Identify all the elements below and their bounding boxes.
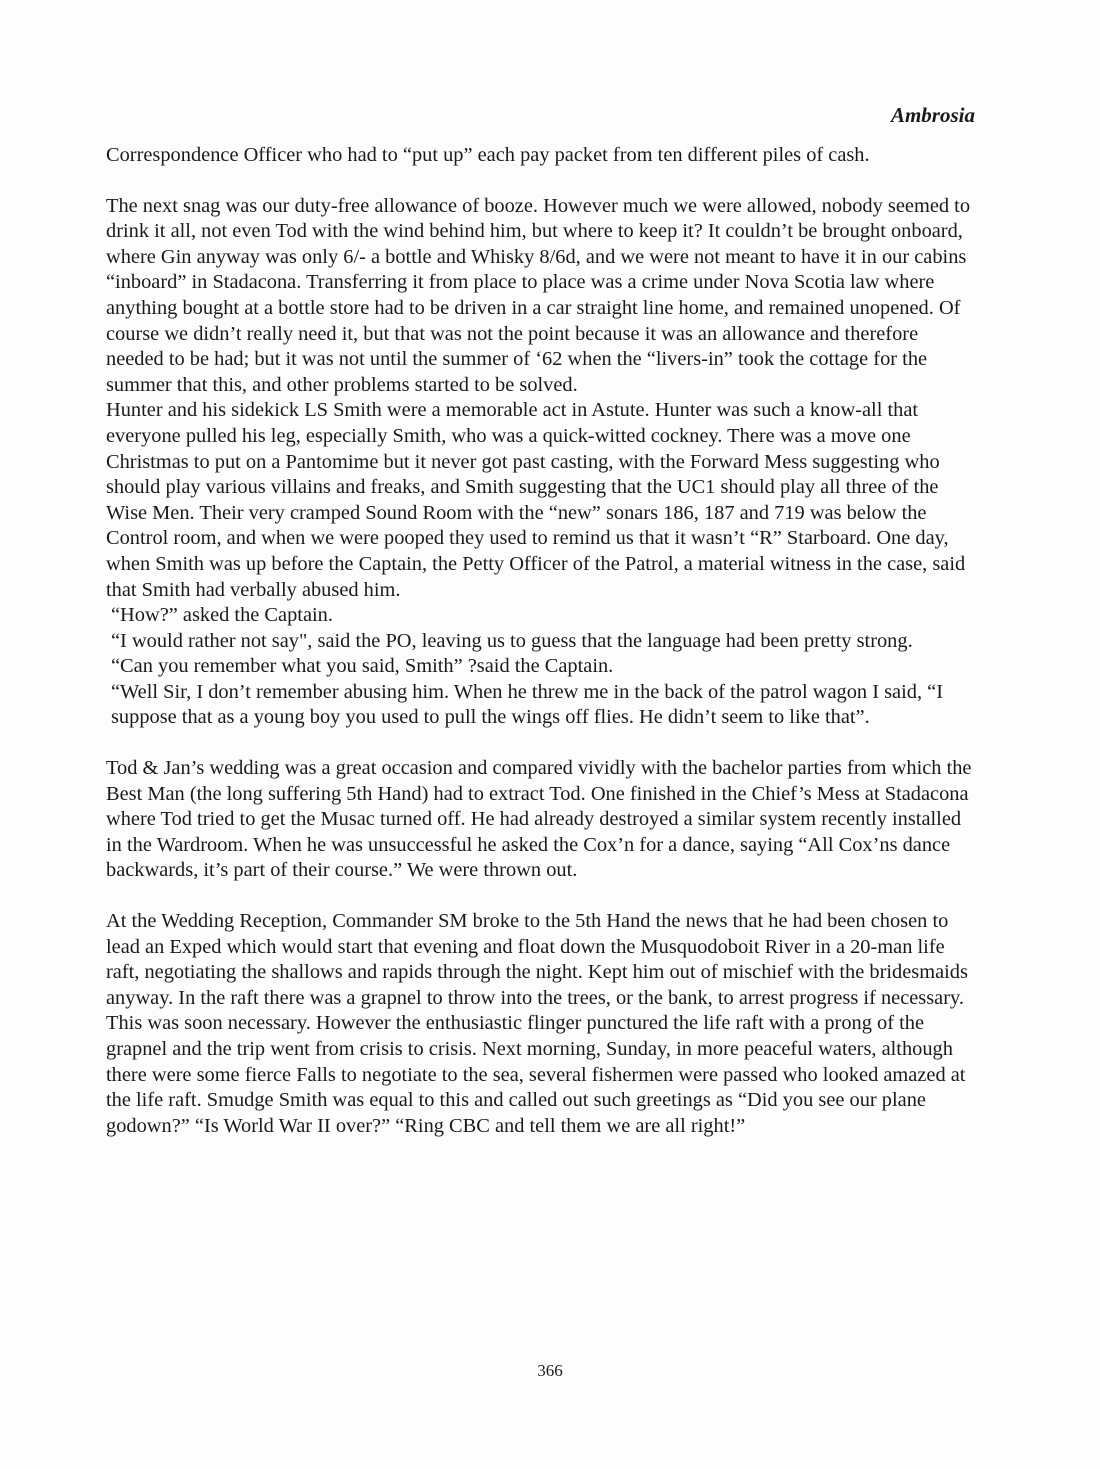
paragraph-wedding-reception-exped: At the Wedding Reception, Commander SM broke to the 5th Hand the news that he had been chosen to lead an Exped which would start that evening and float down the Musquodoboit River in a 20-man life raft, negotiating the shallows and rapids through the night. Kept him out of mischief with the bridesmaids anyway. In the raft there was a grapnel to throw into the trees, or the bank, to arrest progress if necessary. This was soon necessary. However the enthusiastic flinger punctured the life raft with a prong of the grapnel and the trip went from crisis to crisis. Next morning, Sunday, in more peaceful waters, although there were some fierce Falls to negotiate to the sea, several fishermen were passed who looked amazed at the life raft. Smudge Smith was equal to this and called out such greetings as “Did you see our plane godown?” “Is World War II over?” “Ring CBC and tell them we are all right!” (106, 910, 968, 1137)
paragraph-duty-free-allowance: The next snag was our duty-free allowance of booze. However much we were allowed, nobody seemed to drink it all, not even Tod with the wind behind him, but where to keep it? It couldn’t be brought onboard, where Gin anyway was only 6/- a bottle and Whisky 8/6d, and we were not meant to have it in our cabins “inboard” in Stadacona. Transferring it from place to place was a crime under Nova Scotia law where anything bought at a bottle store had to be driven in a car straight line home, and remained unopened. Of course we didn’t really need it, but that was not the point because it was an allowance and therefore needed to be had; but it was not until the summer of ‘62 when the “livers-in” took the cottage for the summer that this, and other problems started to be solved. (106, 194, 971, 396)
paragraph-continuation: Correspondence Officer who had to “put up” each pay packet from ten different piles of cash. (106, 144, 870, 166)
paragraph-tod-and-jan-wedding: Tod & Jan’s wedding was a great occasion and compared vividly with the bachelor parties from which the Best Man (the long suffering 5th Hand) had to extract Tod. One finished in the Chief’s Mess at Stadacona where Tod tried to get the Musac turned off. He had already destroyed a similar system recently installed in the Wardroom. When he was unsuccessful he asked the Cox’n for a dance, saying “All Cox’ns dance backwards, it’s part of their course.” We were thrown out. (106, 757, 972, 882)
dialogue-line-well-sir: “Well Sir, I don’t remember abusing him. When he threw me in the back of the patrol wagon I said, “I suppose that as a young boy you used to pull the wings off flies. He didn’t seem to like that”. (111, 680, 943, 729)
paragraph-hunter-and-smith: Hunter and his sidekick LS Smith were a memorable act in Astute. Hunter was such a know-all that everyone pulled his leg, especially Smith, who was a quick-witted cockney. There was a move one Christmas to put on a Pantomime but it never got past casting, with the Forward Mess suggesting who should play various villains and freaks, and Smith suggesting that the UC1 should play all three of the Wise Men. Their very cramped Sound Room with the “new” sonars 186, 187 and 719 was below the Control room, and when we were pooped they used to remind us that it wasn’t “R” Starboard. One day, when Smith was up before the Captain, the Petty Officer of the Patrol, a material witness in the case, said that Smith had verbally abused him. (106, 399, 966, 601)
dialogue-line-rather-not-say: “I would rather not say", said the PO, leaving us to guess that the language had been pretty strong. (111, 629, 913, 652)
body-text (106, 143, 978, 1139)
page-number: 366 (537, 1361, 563, 1380)
dialogue-line-remember-what-you-said: “Can you remember what you said, Smith” ?said the Captain. (111, 655, 614, 678)
dialogue-line-how: “How?” asked the Captain. (111, 604, 333, 627)
running-header-title: Ambrosia (890, 103, 975, 127)
